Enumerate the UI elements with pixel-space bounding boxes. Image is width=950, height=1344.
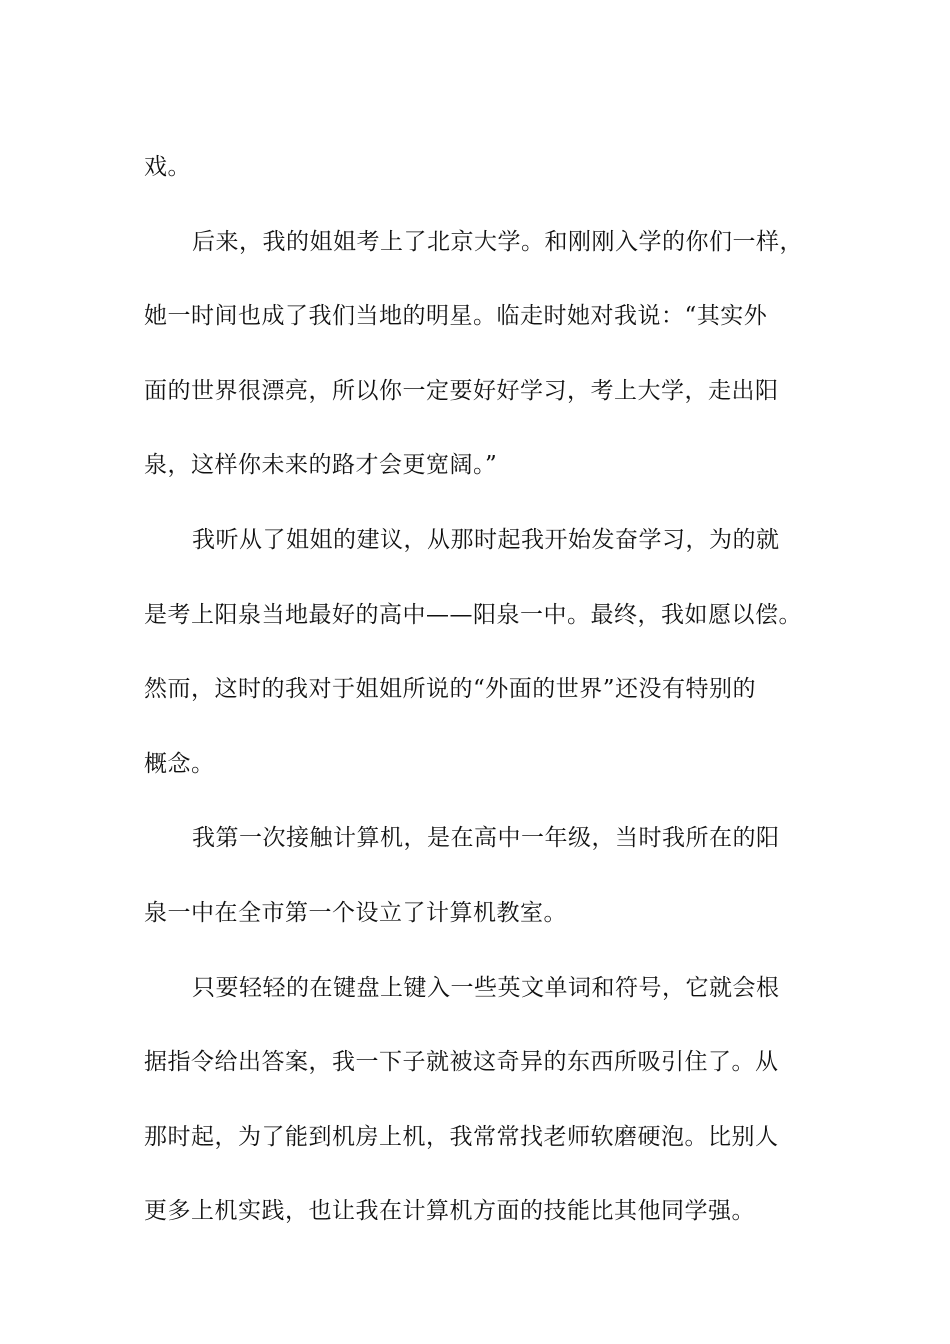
text-line: 泉一中在全市第一个设立了计算机教室。 <box>144 899 567 926</box>
text-line: 更多上机实践，也让我在计算机方面的技能比其他同学强。 <box>144 1198 755 1225</box>
text-line: 泉，这样你未来的路才会更宽阔。” <box>144 452 498 479</box>
body-text <box>144 130 824 1249</box>
text-line: 她一时间也成了我们当地的明星。临走时她对我说：“其实外 <box>144 303 768 330</box>
text-line: 后来，我的姐姐考上了北京大学。和刚刚入学的你们一样， <box>192 228 803 255</box>
text-line: 只要轻轻的在键盘上键入一些英文单词和符号，它就会根 <box>192 974 780 1001</box>
text-line: 我第一次接触计算机，是在高中一年级，当时我所在的阳 <box>192 825 780 852</box>
text-line: 据指令给出答案，我一下子就被这奇异的东西所吸引住了。从 <box>144 1049 779 1076</box>
text-line: 我听从了姐姐的建议，从那时起我开始发奋学习，为的就 <box>192 526 780 553</box>
text-line: 那时起，为了能到机房上机，我常常找老师软磨硬泡。比别人 <box>144 1123 779 1150</box>
text-line: 然而，这时的我对于姐姐所说的“外面的世界”还没有特别的 <box>144 676 757 703</box>
text-line: 面的世界很漂亮，所以你一定要好好学习，考上大学，走出阳 <box>144 377 779 404</box>
text-line: 是考上阳泉当地最好的高中——阳泉一中。最终，我如愿以偿。 <box>144 601 802 628</box>
text-line: 概念。 <box>144 750 215 777</box>
text-line: 戏。 <box>144 154 191 180</box>
